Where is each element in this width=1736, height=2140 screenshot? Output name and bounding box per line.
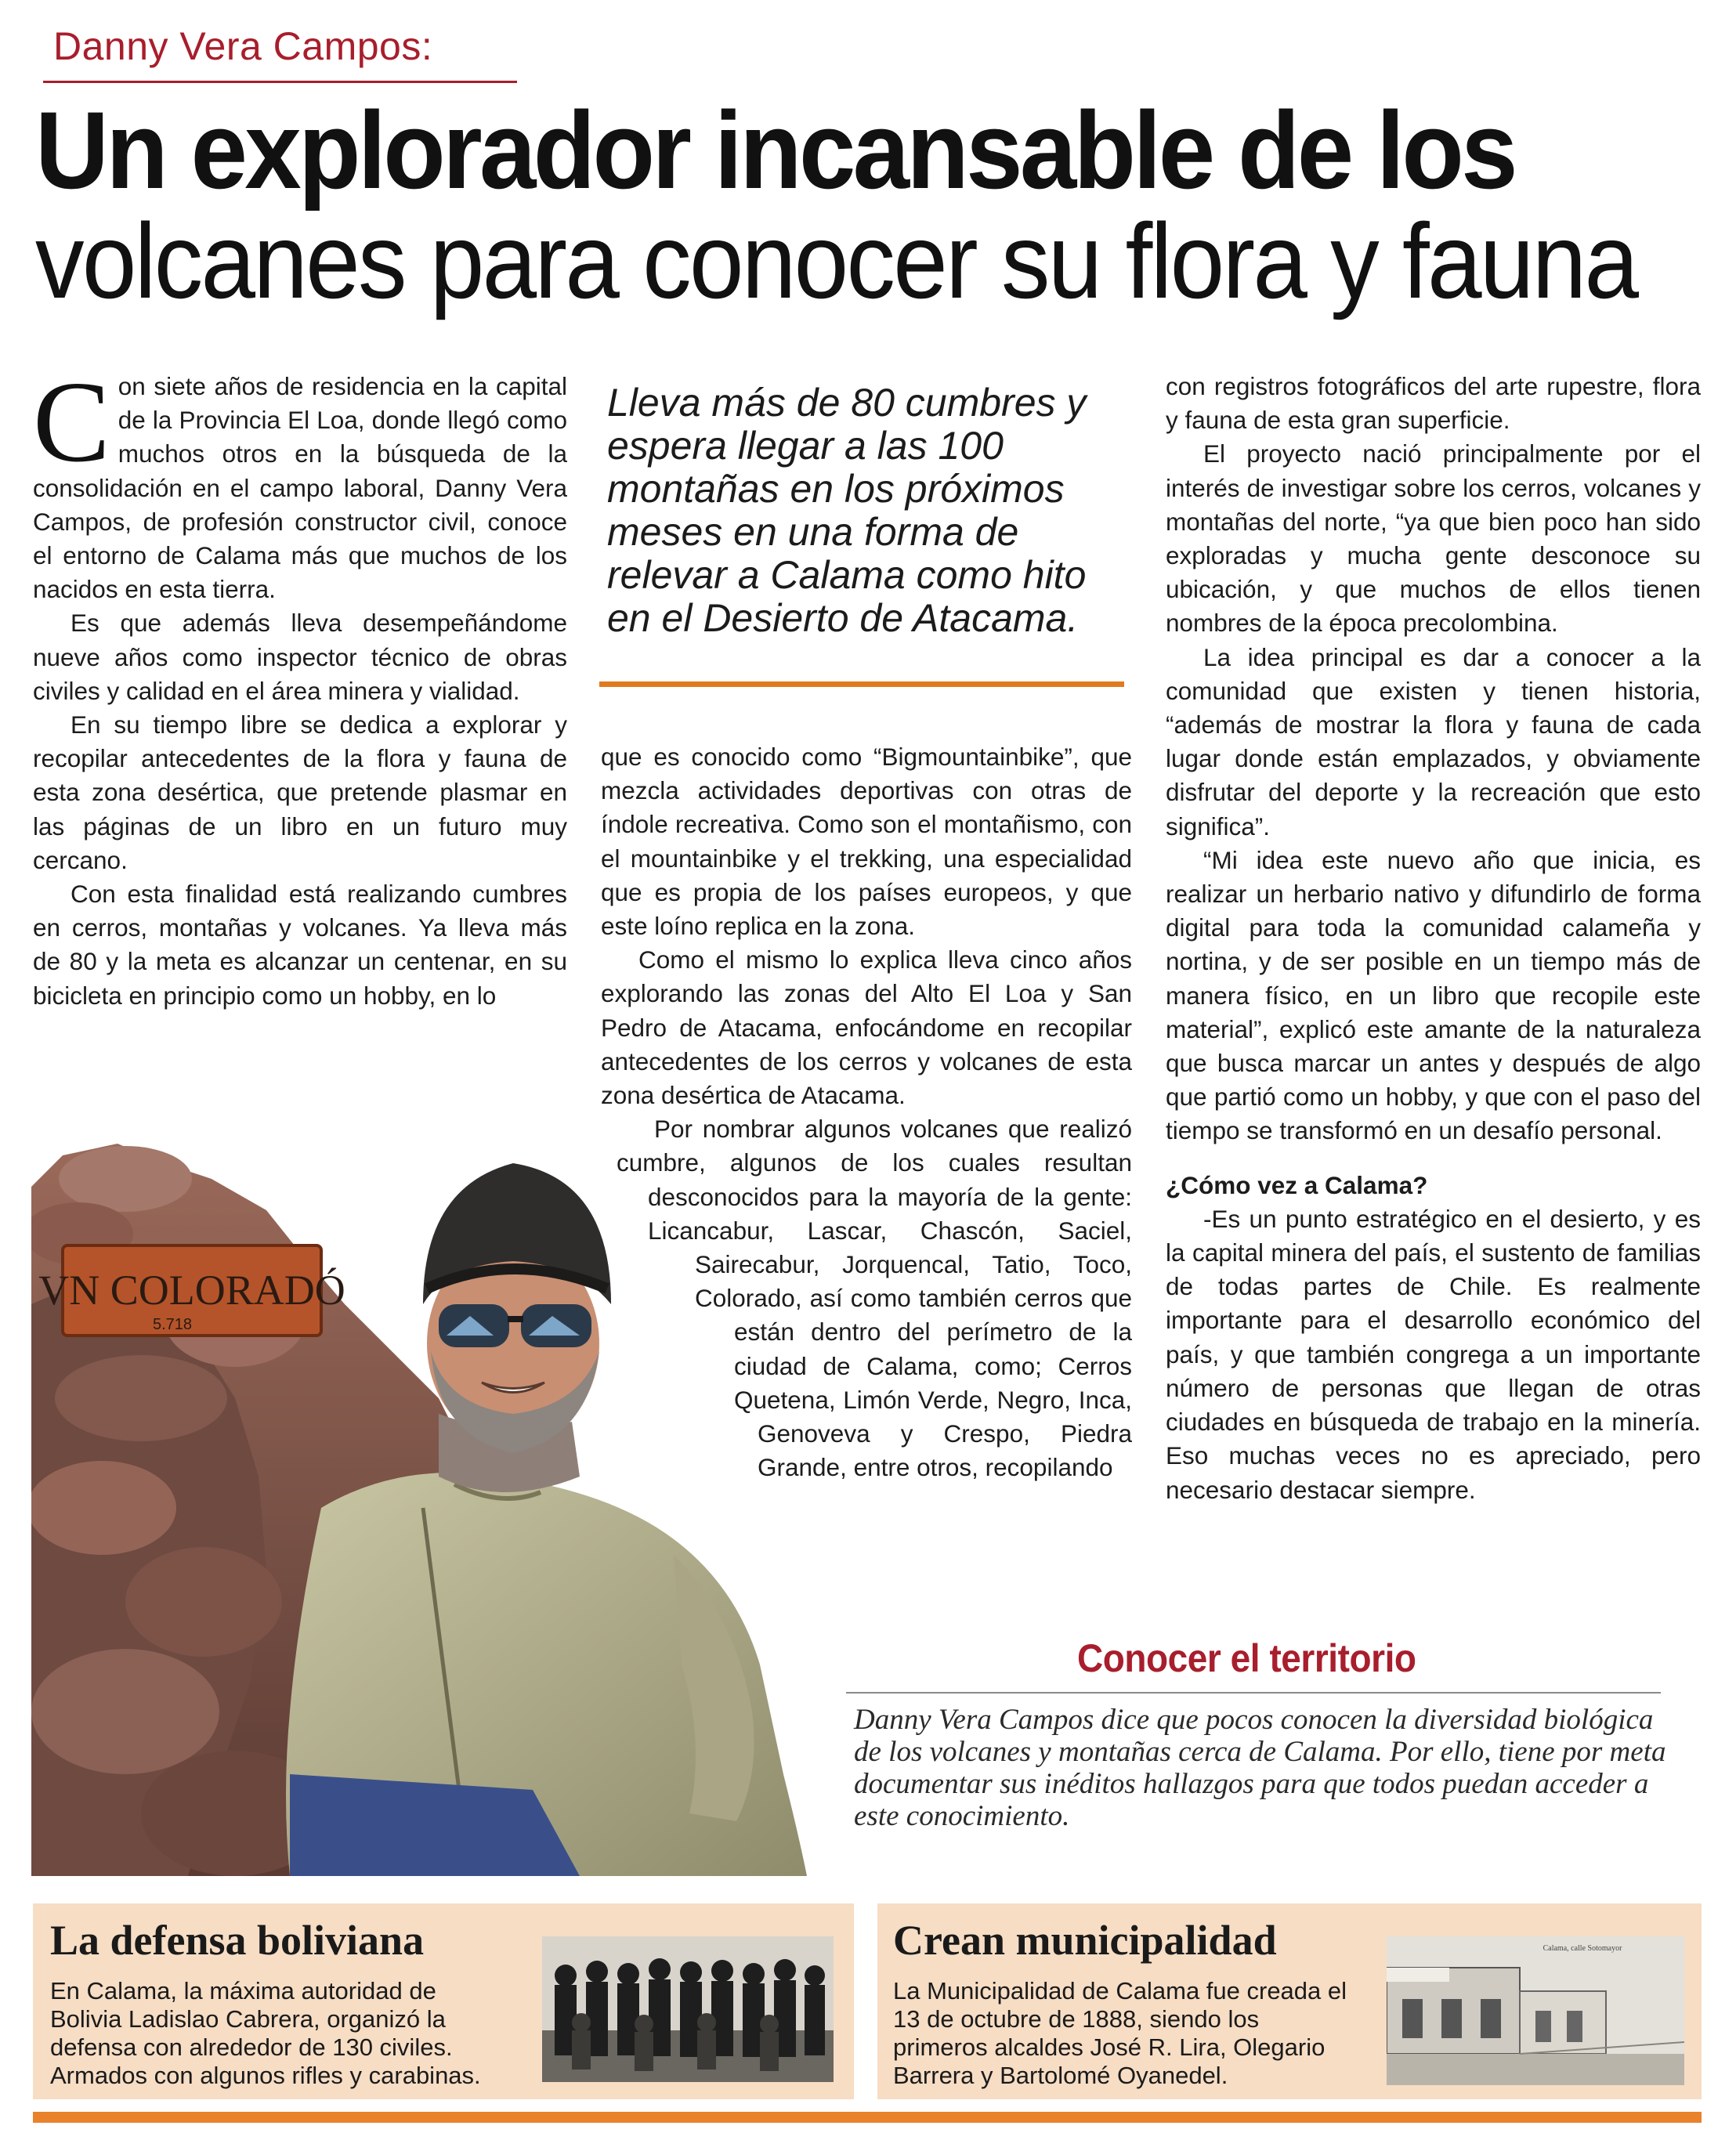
box-text: La Municipalidad de Calama fue creada el 13 de octubre de 1888, siendo los primeros alcaldes José R. Lira, Olegario Barrera y Bartolomé Oyanedel.: [893, 1977, 1347, 2089]
paragraph: “Mi idea este nuevo año que inicia, es realizar un herbario nativo y difundirlo de forma digital para toda la comunidad calameña y nortina, y de ser posible en un tiempo más de manera físico, en un libro que recopile este material”, explicó este amante de la naturaleza que busca marcar un antes y después de algo que partió como un hobby, y que con el paso del tiempo se transformó en un desafío personal.: [1166, 845, 1701, 1145]
headline-line-2: volcanes para conocer su flora y fauna: [35, 201, 1637, 320]
paragraph: Como el mismo lo explica lleva cinco años explorando las zonas del Alto El Loa y San Pedro de Atacama, enfocándome en recopilar antecedentes de los cerros y volcanes de esta zona desértica de Atacama.: [601, 945, 1132, 1110]
paragraph: Es que además lleva desempeñándome nueve años como inspector técnico de obras civiles y calidad en el área minera y vialidad.: [33, 609, 567, 705]
sidebar-rule: [846, 1692, 1661, 1694]
article-column-3: [1166, 370, 1701, 1507]
paragraph: El proyecto nació principalmente por el interés de investigar sobre los cerros, volcanes y montañas del norte, “ya que bien poco han sido exploradas y mucha gente desconoce su ubicación, y que muchos de ellos tienen nombres de la época precolombina.: [1166, 439, 1701, 638]
headline-line-1: Un explorador incansable de los: [35, 89, 1515, 211]
paragraph: con registros fotográficos del arte rupestre, flora y fauna de esta gran superficie.: [1166, 372, 1701, 435]
historic-photo-street: [1387, 1936, 1684, 2085]
sign-text: VN COLORADÓ: [38, 1267, 345, 1314]
main-photo: [31, 1069, 826, 1876]
pull-quote: Lleva más de 80 cumbres y espera llegar a las 100 montañas en los próximos meses en una forma de relevar a Calama como hito en el Desierto de Atacama.: [607, 381, 1087, 640]
paragraph-text: Con esta finalidad está realizando cumbres en cerros, montañas y volcanes. Ya lleva más de 80 y la meta es alcanzar un centenar, en su bicicleta en principio como un hobby, en lo: [33, 880, 567, 1010]
paragraph: on siete años de residencia en la capital de la Provincia El Loa, donde llegó como muchos otros en la búsqueda de la consolidación en el campo laboral, Danny Vera Campos, de profesión constructor civil, conoce el entorno de Calama más que muchos de los nacidos en esta tierra.: [33, 372, 567, 604]
history-box-left: [33, 1903, 854, 2099]
drop-cap: C: [33, 358, 110, 486]
paragraph: que es conocido como “Bigmountainbike”, que mezcla actividades deportivas con otras de índole recreativa. Como son el montañismo, con el mountainbike y el trekking, una especialidad que es propia de los países europeos, y que este loíno replica en la zona.: [601, 743, 1132, 941]
pull-quote-rule: [599, 681, 1124, 687]
sidebar-title: Conocer el territorio: [1077, 1636, 1416, 1680]
box-title: Crean municipalidad: [893, 1917, 1277, 1964]
paragraph: La idea principal es dar a conocer a la comunidad que existen y tienen historia, “además de mostrar la flora y fauna de cada lugar donde están emplazados, y obviamente disfrutar del deporte y la recreación que esto significa”.: [1166, 642, 1701, 840]
interview-question: ¿Cómo vez a Calama?: [1166, 1170, 1428, 1199]
sign-small-text: 5.718: [152, 1316, 193, 1333]
box-title: La defensa boliviana: [50, 1917, 425, 1964]
kicker-rule: [43, 81, 517, 83]
sidebar-text: Danny Vera Campos dice que pocos conocen la diversidad biológica de los volcanes y montañas cerca de Calama. Por ello, tiene por meta documentar sus inéditos hallazgos para que todos puedan acceder a este conocimiento.: [854, 1704, 1666, 1832]
box-text: En Calama, la máxima autoridad de Bolivia Ladislao Cabrera, organizó la defensa con alrededor de 130 civiles. Armados con algunos rifles y carabinas.: [50, 1977, 481, 2089]
interview-answer: -Es un punto estratégico en el desierto, y es la capital minera del país, el sustento de familias de todas partes de Chile. Es realmente importante para el desarrollo económico del país, y que también congrega a un importante número de personas que llegan de otras ciudades en búsqueda de trabajo en la minería. Eso muchas veces no es apreciado, pero necesario destacar siempre.: [1166, 1204, 1701, 1504]
paragraph: En su tiempo libre se dedica a explorar y recopilar antecedentes de la flora y fauna de esta zona desértica, que pretende plasmar en las páginas de un libro en un futuro muy cercano.: [33, 710, 567, 874]
article-column-1: [33, 358, 567, 1013]
bottom-accent-bar: [33, 2112, 1702, 2123]
history-box-right: [877, 1903, 1702, 2099]
historic-photo-soldiers: [542, 1936, 834, 2082]
kicker: Danny Vera Campos:: [53, 24, 433, 68]
paragraph: [33, 877, 567, 1013]
paragraph: Por nombrar algunos volcanes que realizó cumbre, algunos de los cuales resultan desconocidos para la mayoría de la gente: Licancabur, Lascar, Chascón, Saciel, Sairecabur, Jorquencal, Tatio, Toco, Colorado, así como también cerros que están dentro del perímetro de la ciudad de Calama, como; Cerros Quetena, Limón Verde, Negro, Inca, Genoveva y Crespo, Piedra Grande, entre otros, recopilando: [617, 1115, 1132, 1482]
photo-caption: Calama, calle Sotomayor: [1543, 1944, 1622, 1953]
